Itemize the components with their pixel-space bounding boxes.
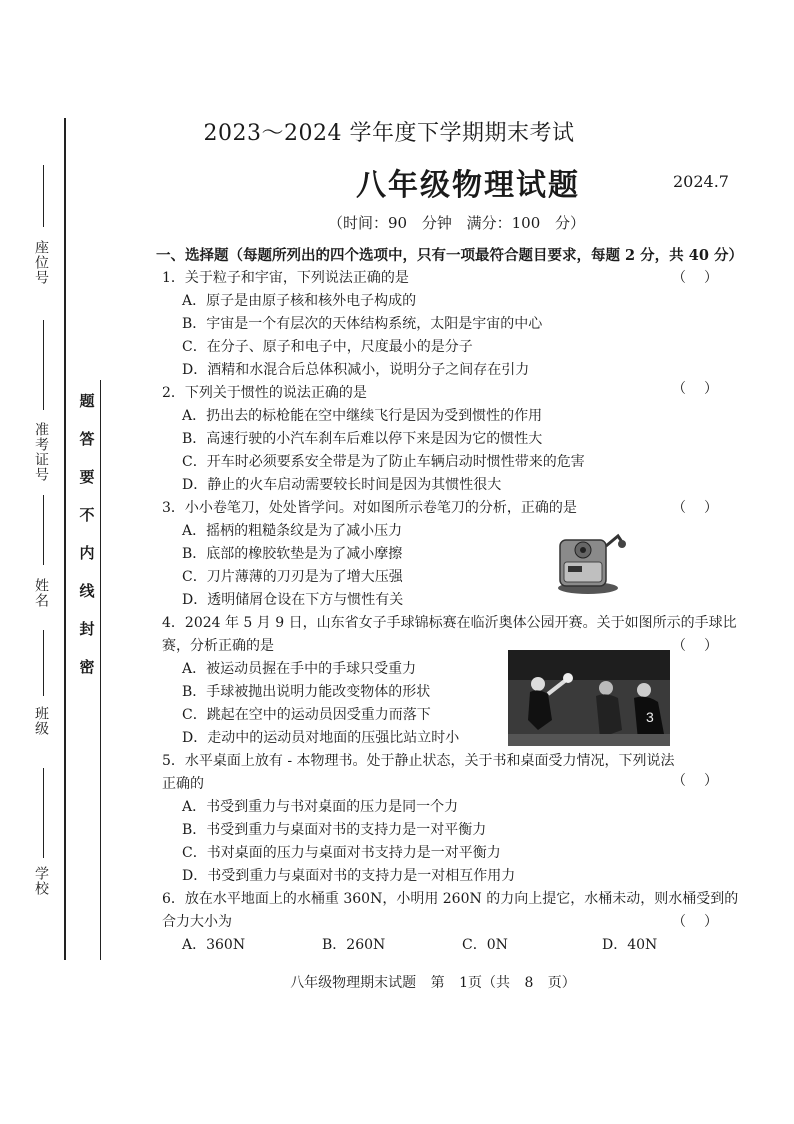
- pencil-sharpener-figure: [548, 522, 628, 596]
- question-stem: 6．放在水平地面上的水桶重 360N，小明用 260N 的力向上提它，水桶未动，则水桶受到的: [162, 891, 739, 907]
- exam-no-blank[interactable]: [43, 320, 44, 410]
- option: C．0N: [462, 937, 508, 953]
- seal-char: 答: [79, 430, 95, 448]
- seat-blank[interactable]: [43, 165, 44, 227]
- exam-date: 2024.7: [673, 172, 729, 191]
- seal-char: 内: [79, 544, 95, 562]
- seal-char: 密: [79, 658, 95, 676]
- question-list: [156, 244, 743, 957]
- exam-term-title: 2023～2024 学年度下学期期末考试: [203, 121, 575, 146]
- option: B．宇宙是一个有层次的天体结构系统，太阳是宇宙的中心: [182, 316, 543, 332]
- name-label: 姓名: [33, 578, 49, 608]
- answer-blank[interactable]: （）: [672, 914, 736, 930]
- seat-label: 座位号: [33, 240, 49, 285]
- option: D．透明储屑仓设在下方与惯性有关: [182, 592, 404, 608]
- option: B．高速行驶的小汽车刹车后难以停下来是因为它的惯性大: [182, 431, 543, 447]
- option: C．开车时必须要系安全带是为了防止车辆启动时惯性带来的危害: [182, 454, 585, 470]
- question-stem: 2．下列关于惯性的说法正确的是: [162, 385, 367, 401]
- answer-blank[interactable]: （）: [672, 381, 736, 397]
- option: B．底部的橡胶软垫是为了减小摩擦: [182, 546, 403, 562]
- seal-char: 线: [79, 582, 95, 600]
- question-stem: 1．关于粒子和宇宙，下列说法正确的是: [162, 270, 409, 286]
- option: C．在分子、原子和电子中，尺度最小的是分子: [182, 339, 473, 355]
- option: A．360N: [182, 937, 246, 953]
- option: A．原子是由原子核和核外电子构成的: [182, 293, 417, 309]
- handball-match-figure: [508, 650, 670, 746]
- seal-char: 不: [79, 506, 95, 524]
- option: C．书对桌面的压力与桌面对书支持力是一对平衡力: [182, 845, 501, 861]
- name-blank[interactable]: [43, 495, 44, 565]
- question-stem: 合力大小为: [162, 914, 232, 930]
- class-blank[interactable]: [43, 630, 44, 696]
- binding-line: [64, 118, 66, 960]
- exam-title: 八年级物理试题: [356, 168, 580, 203]
- option: A．摇柄的粗糙条纹是为了减小压力: [182, 523, 403, 539]
- question-1: [162, 267, 742, 382]
- option: D．静止的火车启动需要较长时间是因为其惯性很大: [182, 477, 502, 493]
- question-stem: 3．小小卷笔刀，处处皆学问。对如图所示卷笔刀的分析，正确的是: [162, 500, 577, 516]
- answer-blank[interactable]: （）: [672, 500, 736, 516]
- question-stem: 5．水平桌面上放有 - 本物理书。处于静止状态，关于书和桌面受力情况，下列说法: [162, 753, 675, 769]
- option: B．260N: [322, 937, 386, 953]
- question-stem: 4．2024 年 5 月 9 日，山东省女子手球锦标赛在临沂奥体公园开赛。关于如图所示的手球比: [162, 615, 737, 631]
- class-label: 班级: [33, 706, 49, 736]
- seal-char: 要: [79, 468, 95, 486]
- question-stem: 正确的: [162, 776, 204, 792]
- option: A．扔出去的标枪能在空中继续飞行是因为受到惯性的作用: [182, 408, 543, 424]
- option: A．书受到重力与书对桌面的压力是同一个力: [182, 799, 459, 815]
- option-row: [162, 934, 742, 957]
- option: B．书受到重力与桌面对书的支持力是一对平衡力: [182, 822, 487, 838]
- option: A．被运动员握在手中的手球只受重力: [182, 661, 417, 677]
- seal-text: [78, 392, 96, 696]
- option: D．走动中的运动员对地面的压强比站立时小: [182, 730, 460, 746]
- answer-blank[interactable]: （）: [672, 773, 736, 789]
- answer-blank[interactable]: （）: [672, 270, 736, 286]
- question-stem: 赛，分析正确的是: [162, 638, 274, 654]
- option: B．手球被抛出说明力能改变物体的形状: [182, 684, 431, 700]
- seal-line: [100, 380, 101, 960]
- school-label: 学校: [33, 866, 49, 896]
- question-6: [162, 888, 742, 957]
- option: D．书受到重力与桌面对书的支持力是一对相互作用力: [182, 868, 516, 884]
- school-blank[interactable]: [43, 768, 44, 858]
- exam-info: （时间：90 分钟 满分：100 分）: [328, 214, 586, 232]
- answer-blank[interactable]: （）: [672, 638, 736, 654]
- svg-text:3: 3: [646, 709, 654, 725]
- seal-char: 封: [79, 620, 95, 638]
- question-5: [162, 750, 742, 888]
- option: C．刀片薄薄的刀刃是为了增大压强: [182, 569, 403, 585]
- section-heading: 一、选择题（每题所列出的四个选项中，只有一项最符合题目要求，每题 2 分，共 40 分）: [156, 247, 743, 264]
- option: D．40N: [602, 937, 658, 953]
- seal-char: 题: [79, 392, 95, 410]
- exam-no-label: 准考证号: [33, 422, 49, 482]
- page-footer: 八年级物理期末试题 第 1页（共 8 页）: [290, 975, 576, 991]
- question-2: [162, 382, 742, 497]
- option: D．酒精和水混合后总体积减小，说明分子之间存在引力: [182, 362, 530, 378]
- question-3: [162, 497, 742, 612]
- option: C．跳起在空中的运动员因受重力而落下: [182, 707, 431, 723]
